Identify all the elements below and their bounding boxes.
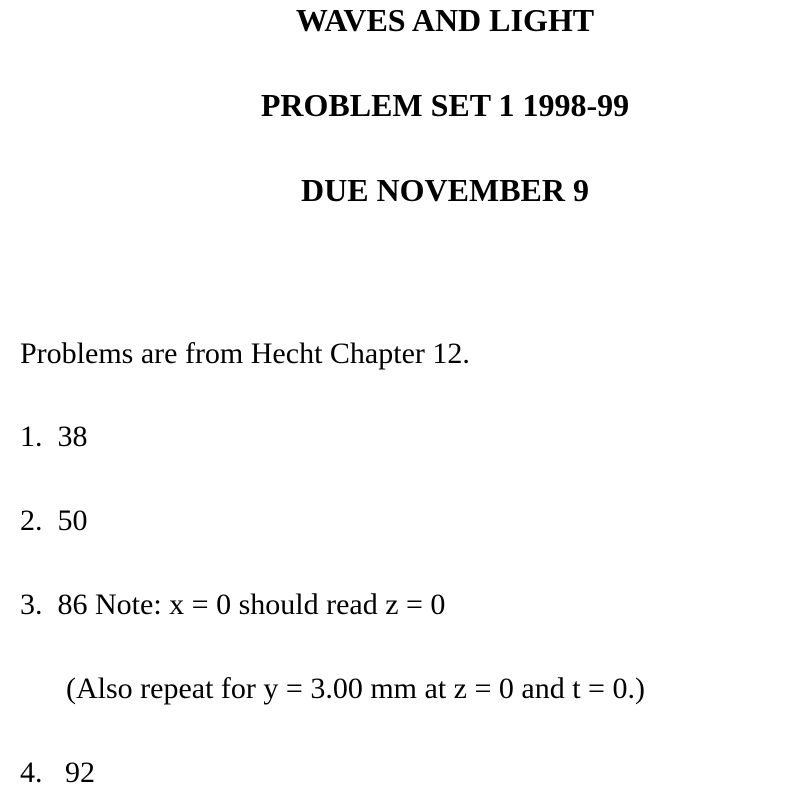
problem-item xyxy=(20,588,445,622)
intro-text: Problems are from Hecht Chapter 12. xyxy=(20,337,470,370)
problem-number: 4. xyxy=(20,756,43,789)
problem-number: 1. xyxy=(20,420,43,453)
problem-number: 3. xyxy=(20,588,43,621)
problem-note: (Also repeat for y = 3.00 mm at z = 0 and t = 0.) xyxy=(66,672,645,705)
problem-number: 2. xyxy=(20,504,43,537)
document-title: WAVES AND LIGHT xyxy=(295,2,595,38)
problem-item xyxy=(20,504,88,538)
problem-set-title: PROBLEM SET 1 1998-99 xyxy=(260,87,630,123)
problem-text: 92 xyxy=(65,756,95,789)
problem-item xyxy=(20,420,88,454)
problem-text: 38 xyxy=(57,420,88,453)
problem-text: 86 Note: x = 0 should read z = 0 xyxy=(57,588,446,621)
problem-text: 50 xyxy=(57,504,88,537)
due-date: DUE NOVEMBER 9 xyxy=(300,172,589,208)
problem-item xyxy=(20,756,95,790)
